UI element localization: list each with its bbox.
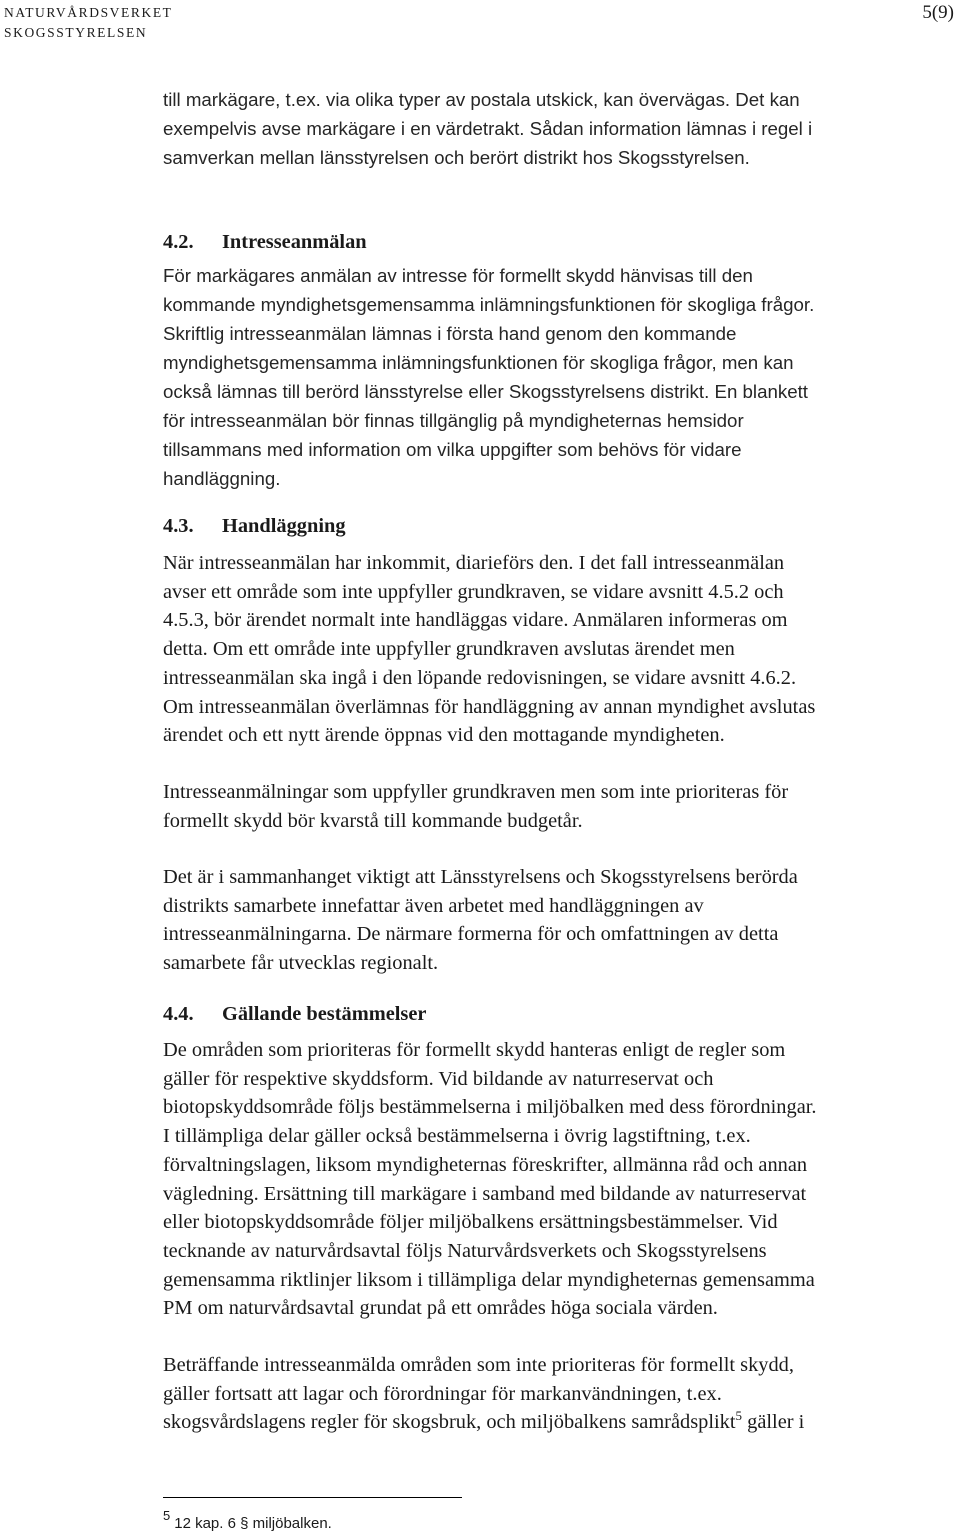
header-org-skogsstyrelsen: SKOGSSTYRELSEN — [4, 25, 148, 40]
text-line: När intresseanmälan har inkommit, diarieförs den. I det fall intresseanmälan — [163, 552, 785, 574]
text-line: Intresseanmälningar som uppfyller grundkraven men som inte prioriteras för — [163, 781, 789, 803]
text-line: tillsammans med information om vilka uppgifter som behövs för vidare — [163, 439, 742, 460]
section-number: 4.2. — [163, 231, 194, 253]
text-line: också lämnas till berörd länsstyrelse eller Skogsstyrelsens distrikt. En blankett — [163, 381, 808, 402]
text-line: myndighetsgemensamma inlämningsfunktionen för skogliga frågor, men kan — [163, 352, 794, 373]
text-line: gäller för respektive skyddsform. Vid bildande av naturreservat och — [163, 1067, 714, 1090]
section-heading-4-3 — [163, 515, 346, 538]
footnote-text: 12 kap. 6 § miljöbalken. — [174, 1515, 332, 1532]
text-line: gemensamma riktlinjer liksom i tillämpliga delar myndigheternas gemensamma — [163, 1268, 815, 1291]
section-heading-4-2 — [163, 231, 367, 254]
intro-paragraph — [163, 85, 812, 172]
section-4-3-paragraph-2 — [163, 778, 788, 835]
section-heading-4-4 — [163, 1003, 426, 1026]
text-line: gäller fortsatt att lagar och förordningar för markanvändningen, t.ex. — [163, 1382, 722, 1405]
section-4-3-paragraph-3 — [163, 863, 798, 978]
text-line: I tillämpliga delar gäller också bestämmelserna i övrig lagstiftning, t.ex. — [163, 1125, 751, 1148]
text-line: avser ett område som inte uppfyller grundkraven, se vidare avsnitt 4.5.2 och — [163, 580, 784, 603]
text-line: kommande myndighetsgemensamma inlämningsfunktionen för skogliga frågor. — [163, 294, 815, 315]
text-line: samarbete får utvecklas regionalt. — [163, 952, 439, 975]
section-title: Handläggning — [222, 515, 346, 537]
footnote-reference[interactable]: 5 — [735, 1408, 743, 1424]
text-line: tecknande av naturvårdsavtal följs Naturvårdsverkets och Skogsstyrelsens — [163, 1239, 767, 1262]
text-line: eller biotopskyddsområde följer miljöbalkens ersättningsbestämmelser. Vid — [163, 1211, 778, 1234]
text-line: intresseanmälan ska ingå i den löpande redovisningen, se vidare avsnitt 4.6.2. — [163, 666, 797, 689]
text-line: Om intresseanmälan överlämnas för handläggning av annan myndighet avslutas — [163, 695, 816, 718]
text-line: Skriftlig intresseanmälan lämnas i första hand genom den kommande — [163, 323, 737, 344]
footnote-marker: 5 — [163, 1508, 171, 1523]
section-4-2-paragraph — [163, 261, 814, 493]
text-line: handläggning. — [163, 468, 281, 489]
text-line: för intresseanmälan bör finnas tillgänglig på myndigheternas hemsidor — [163, 410, 744, 431]
section-number: 4.4. — [163, 1003, 194, 1025]
text-line: till markägare, t.ex. via olika typer av postala utskick, kan övervägas. Det kan — [163, 89, 800, 110]
section-4-3-paragraph-1 — [163, 549, 815, 750]
text-line: formellt skydd bör kvarstå till kommande budgetår. — [163, 809, 583, 832]
text-line: Beträffande intresseanmälda områden som inte prioriteras för formellt skydd, — [163, 1354, 794, 1376]
text-line: exempelvis avse markägare i en värdetrakt. Sådan information lämnas i regel i — [163, 118, 813, 139]
text-line: För markägares anmälan av intresse för formellt skydd hänvisas till den — [163, 265, 753, 286]
text-line: biotopskyddsområde följs bestämmelserna i miljöbalken med dess förordningar. — [163, 1096, 817, 1119]
text-line: samverkan mellan länsstyrelsen och berört distrikt hos Skogsstyrelsen. — [163, 147, 750, 168]
text-line: PM om naturvårdsavtal grundat på ett områdes höga sociala värden. — [163, 1297, 718, 1320]
text-line: detta. Om ett område inte uppfyller grundkraven avslutas ärendet men — [163, 638, 735, 661]
header-organizations — [4, 3, 173, 43]
footnote-divider — [163, 1497, 462, 1498]
header-org-naturvardsverket: NATURVÅRDSVERKET — [4, 5, 173, 20]
text-line: ärendet och ett nytt ärende öppnas vid den mottagande myndigheten. — [163, 724, 725, 747]
text-line: 4.5.3, bör ärendet normalt inte handläggas vidare. Anmälaren informeras om — [163, 609, 788, 632]
footnote — [163, 1508, 332, 1533]
text-line: De områden som prioriteras för formellt skydd hanteras enligt de regler som — [163, 1039, 786, 1061]
section-title: Gällande bestämmelser — [222, 1003, 427, 1025]
page-number: 5(9) — [922, 2, 954, 23]
text-line: distrikts samarbete innefattar även arbetet med handläggningen av — [163, 894, 704, 917]
text-segment: skogsvårdslagens regler för skogsbruk, och miljöbalkens samrådsplikt — [163, 1411, 736, 1434]
text-segment: gäller i — [742, 1411, 805, 1434]
section-title: Intresseanmälan — [222, 231, 367, 253]
text-line — [163, 1408, 804, 1437]
section-number: 4.3. — [163, 515, 194, 537]
text-line: förvaltningslagen, liksom myndigheternas föreskrifter, allmänna råd och annan — [163, 1153, 808, 1176]
text-line: vägledning. Ersättning till markägare i samband med bildande av naturreservat — [163, 1182, 807, 1205]
text-line: intresseanmälningarna. De närmare formerna för och omfattningen av detta — [163, 923, 779, 946]
text-line: Det är i sammanhanget viktigt att Länsstyrelsens och Skogsstyrelsens berörda — [163, 866, 798, 888]
section-4-4-paragraph-1 — [163, 1036, 817, 1323]
section-4-4-paragraph-2 — [163, 1351, 804, 1437]
